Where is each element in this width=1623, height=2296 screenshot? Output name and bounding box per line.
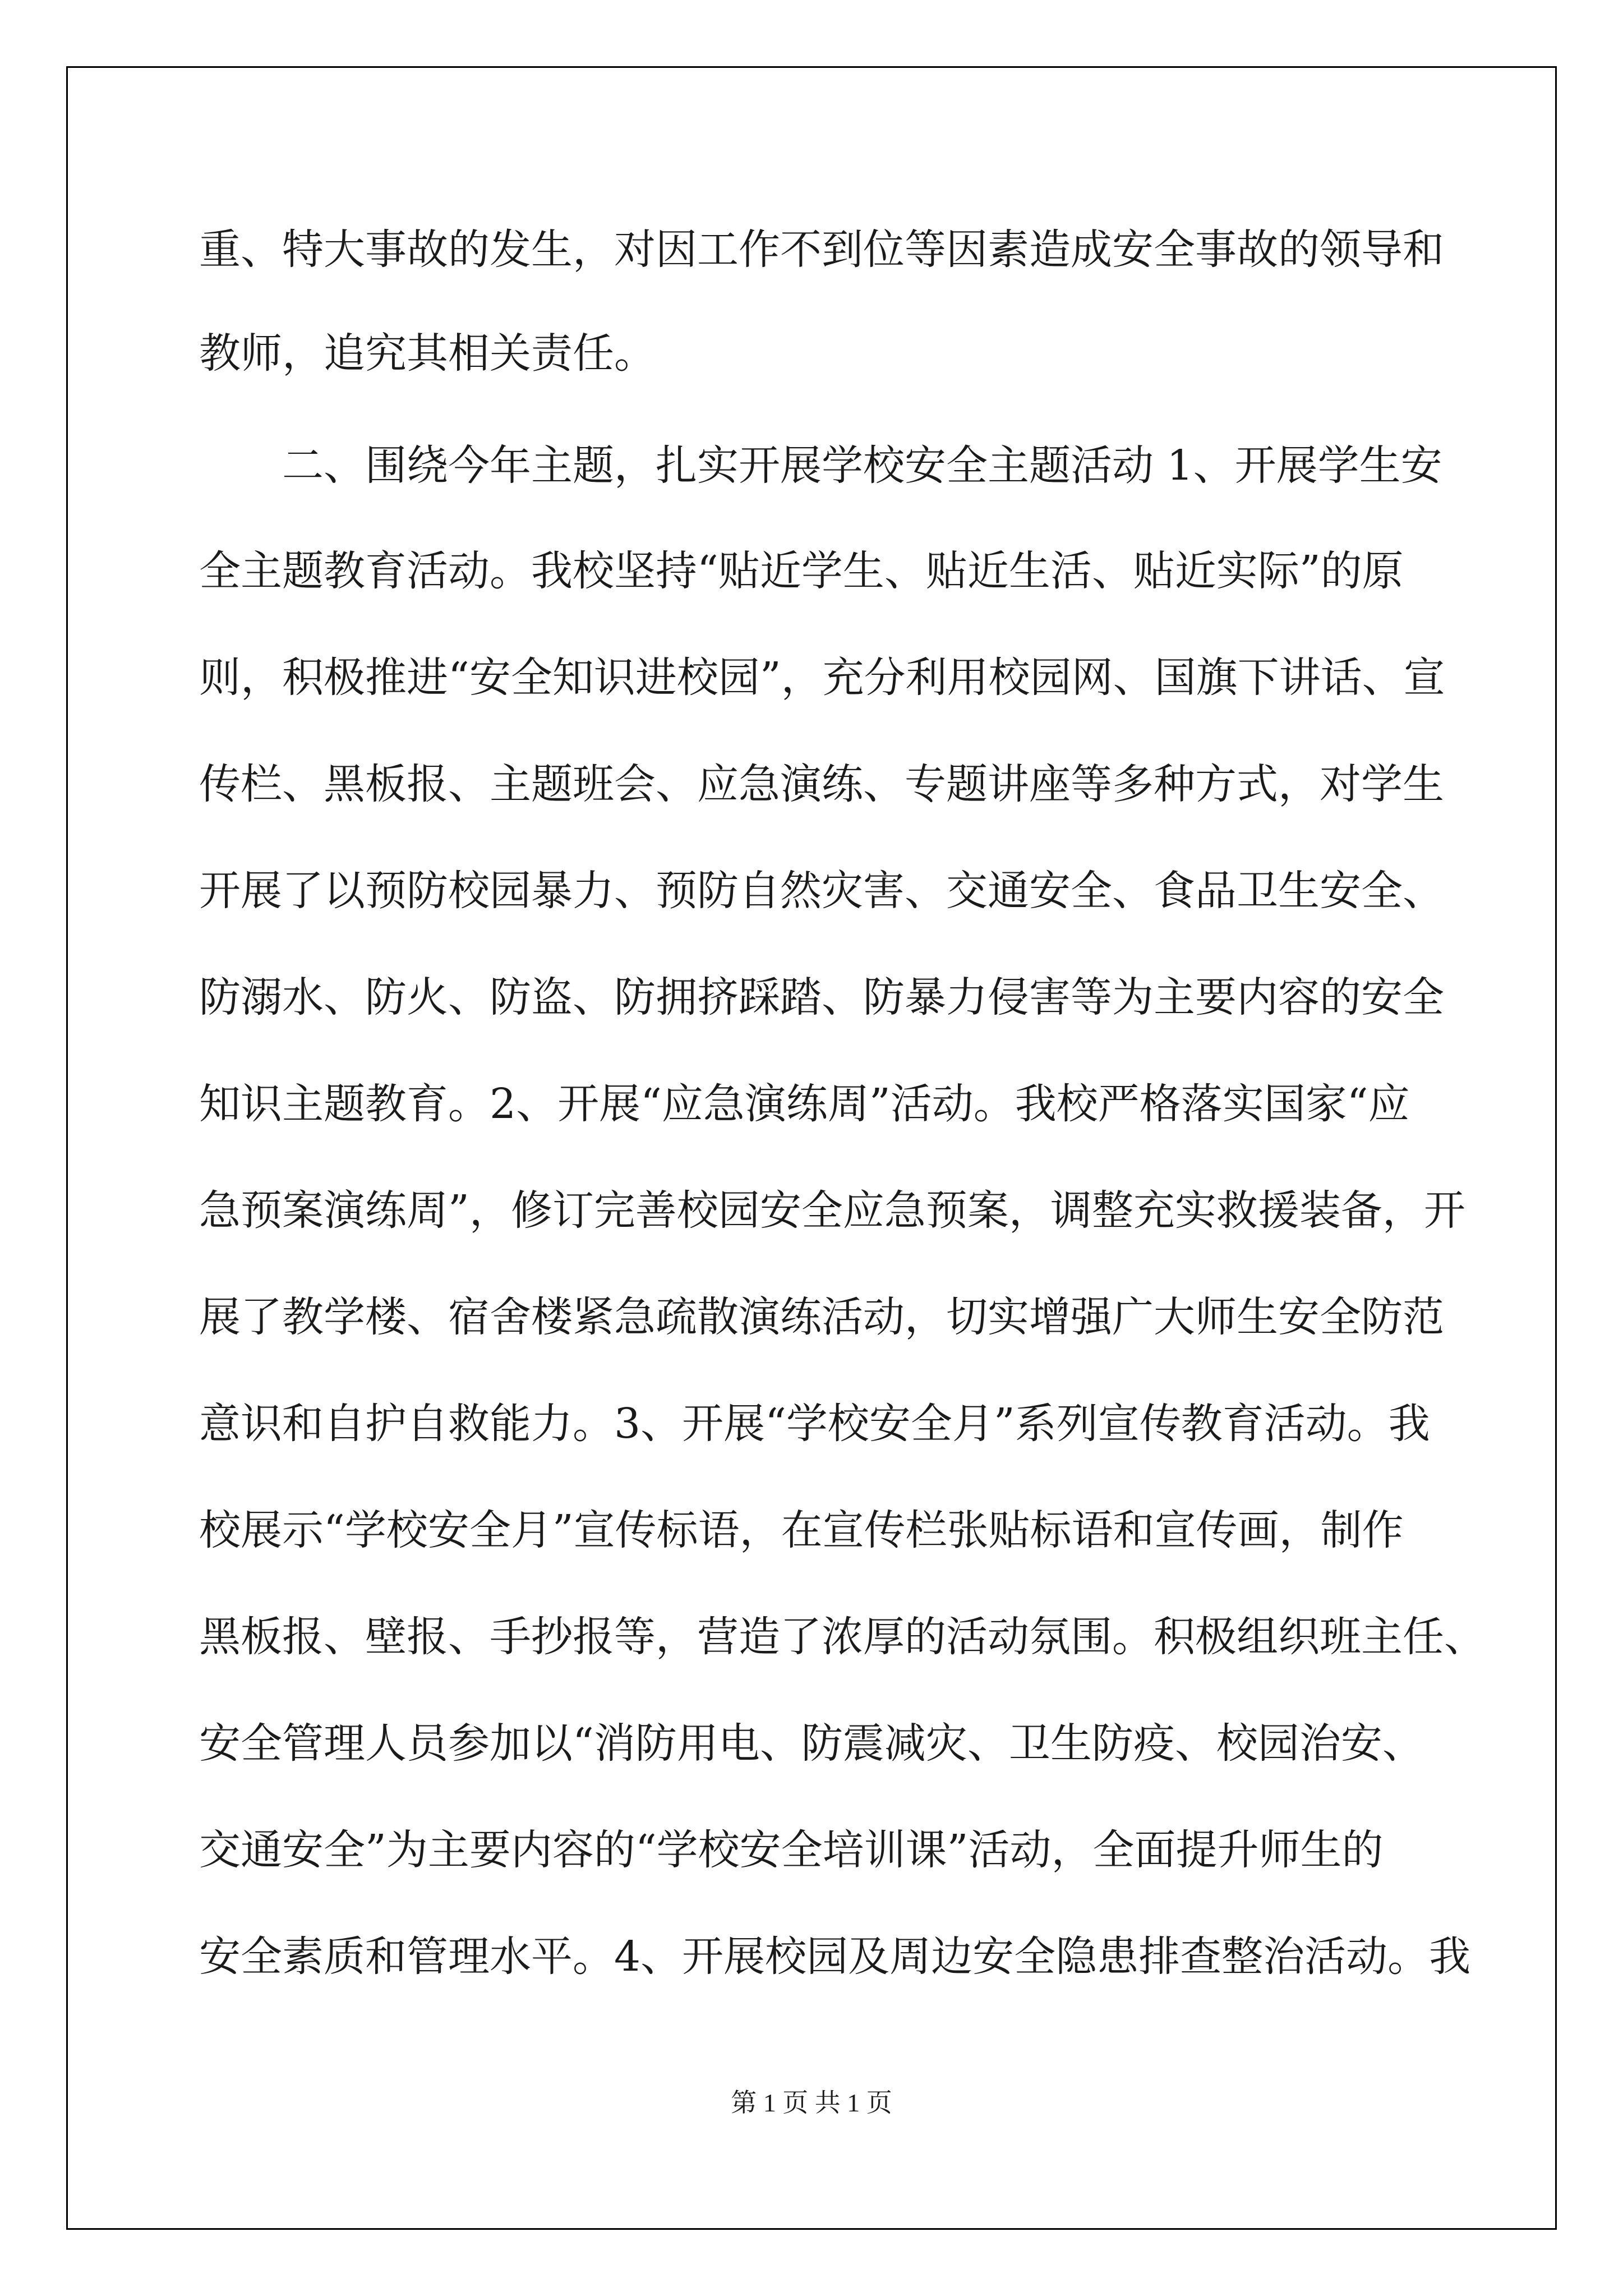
text-line: 全主题教育活动。我校坚持“贴近学生、贴近生活、贴近实际”的原	[199, 547, 1404, 595]
text-line: 开展了以预防校园暴力、预防自然灾害、交通安全、食品卫生安全、	[199, 867, 1444, 915]
text-line: 校展示“学校安全月”宣传标语，在宣传栏张贴标语和宣传画，制作	[199, 1506, 1404, 1554]
text-line: 重、特大事故的发生，对因工作不到位等因素造成安全事故的领导和	[199, 226, 1444, 274]
text-line: 展了教学楼、宿舍楼紧急疏散演练活动，切实增强广大师生安全防范	[199, 1293, 1444, 1341]
text-line: 安全素质和管理水平。4、开展校园及周边安全隐患排查整治活动。我	[199, 1932, 1471, 1981]
text-line: 黑板报、壁报、手抄报等，营造了浓厚的活动氛围。积极组织班主任、	[199, 1613, 1486, 1661]
page-border	[66, 66, 1557, 2230]
text-line: 意识和自护自救能力。3、开展“学校安全月”系列宣传教育活动。我	[199, 1400, 1430, 1448]
text-line: 防溺水、防火、防盗、防拥挤踩踏、防暴力侵害等为主要内容的安全	[199, 973, 1444, 1022]
text-line: 交通安全”为主要内容的“学校安全培训课”活动，全面提升师生的	[199, 1826, 1384, 1874]
text-line: 传栏、黑板报、主题班会、应急演练、专题讲座等多种方式，对学生	[199, 760, 1444, 808]
page-footer: 第 1 页 共 1 页	[731, 2088, 892, 2117]
text-line: 知识主题教育。2、开展“应急演练周”活动。我校严格落实国家“应	[199, 1080, 1410, 1128]
text-line: 教师，追究其相关责任。	[199, 329, 656, 378]
text-line: 安全管理人员参加以“消防用电、防震减灾、卫生防疫、校园治安、	[199, 1719, 1424, 1768]
text-line: 则，积极推进“安全知识进校园”，充分利用校园网、国旗下讲话、宣	[199, 654, 1445, 702]
text-line: 急预案演练周”，修订完善校园安全应急预案，调整充实救援装备，开	[199, 1186, 1465, 1235]
paragraph-first-line: 二、围绕今年主题，扎实开展学校安全主题活动 1、开展学生安	[282, 441, 1442, 490]
